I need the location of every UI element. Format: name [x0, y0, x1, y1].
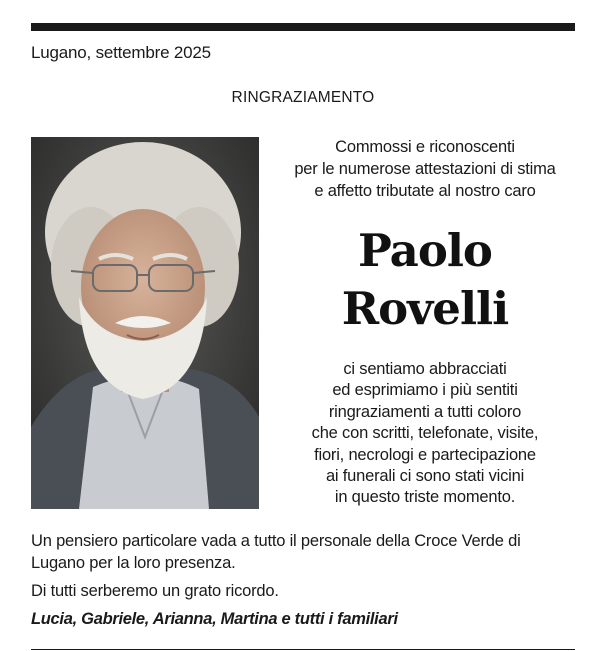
family-signature: Lucia, Gabriele, Arianna, Martina e tutti i familiari — [31, 610, 398, 628]
deceased-name — [275, 222, 575, 338]
deceased-first-name: Paolo — [358, 224, 492, 277]
portrait-image — [31, 137, 259, 509]
intro-line: e affetto tributate al nostro caro — [314, 182, 536, 200]
message-line: ringraziamenti a tutti coloro — [328, 402, 522, 421]
intro-text — [275, 136, 575, 202]
special-thanks: Un pensiero particolare vada a tutto il personale della Croce Verde di Lugano per la loro presenza. — [31, 532, 521, 572]
message-line: ai funerali ci sono stati vicini — [325, 467, 525, 486]
memory-line: Di tutti serberemo un grato ricordo. — [31, 582, 279, 600]
place-date: Lugano, settembre 2025 — [31, 43, 211, 62]
intro-line: Commossi e riconoscenti — [335, 138, 515, 156]
message-text — [275, 359, 575, 509]
message-line: fiori, necrologi e partecipazione — [314, 445, 536, 464]
message-line: ed esprimiamo i più sentiti — [332, 381, 518, 400]
bottom-rule — [31, 649, 575, 650]
portrait-photo — [31, 137, 259, 509]
message-line: in questo triste momento. — [334, 488, 516, 507]
deceased-last-name: Rovelli — [341, 282, 509, 335]
notice-heading: RINGRAZIAMENTO — [231, 89, 375, 106]
message-line: ci sentiamo abbracciati — [343, 360, 507, 378]
message-line: che con scritti, telefonate, visite, — [311, 424, 539, 443]
intro-line: per le numerose attestazioni di stima — [294, 160, 556, 178]
top-rule — [31, 23, 575, 31]
